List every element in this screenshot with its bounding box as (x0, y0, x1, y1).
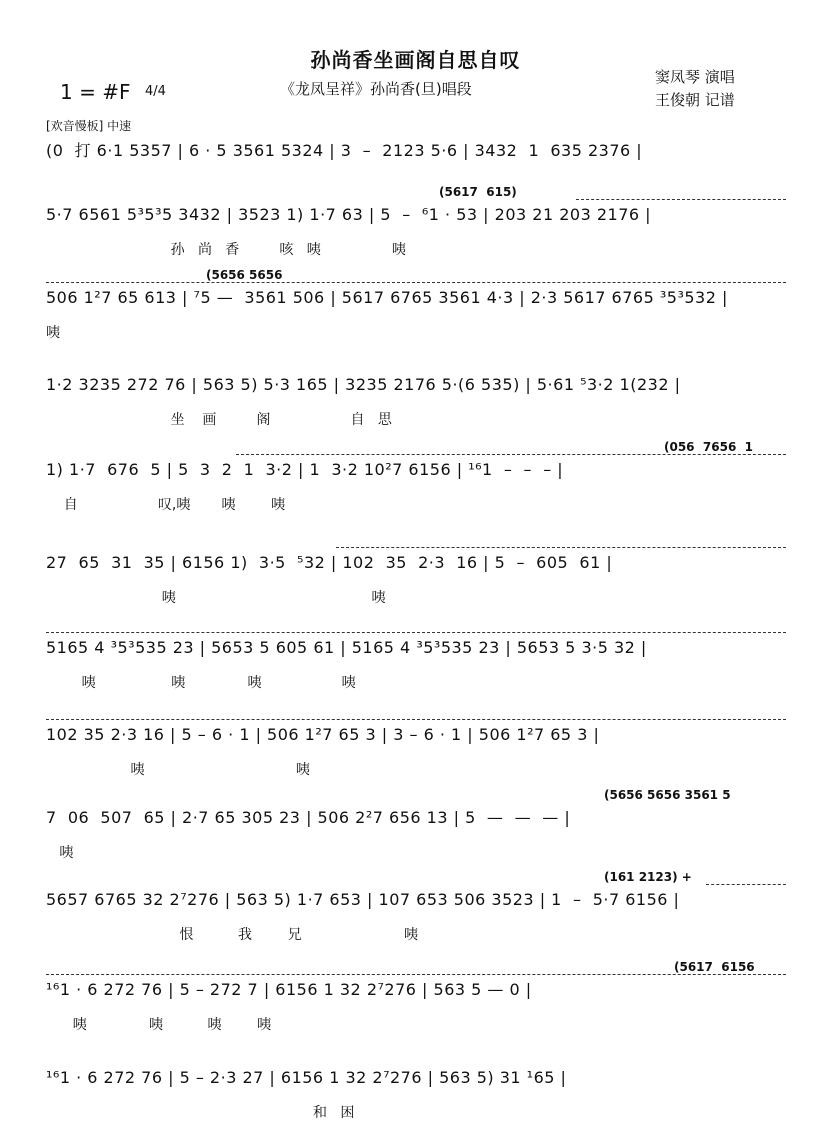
jianpu-notes: 5165 4 ³5³535 23 | 5653 5 605 61 | 5165 4 ³5³535 23 | 5653 5 3·5 32 | (46, 638, 647, 657)
instrumental-annotation: (056 7656 1 (664, 440, 753, 454)
score-line (46, 960, 786, 1040)
lyrics-line: 和 困 (46, 1105, 355, 1121)
score-line (46, 553, 786, 613)
lyrics-line: 坐 画 阁 自 思 (46, 412, 392, 428)
jianpu-notes: 27 65 31 35 | 6156 1) 3·5 ⁵32 | 102 35 2·3 16 | 5 – 605 61 | (46, 553, 613, 572)
time-signature: 4/4 (145, 84, 166, 99)
jianpu-notes: 102 35 2·3 16 | 5 – 6 · 1 | 506 1²7 65 3 | 3 – 6 · 1 | 506 1²7 65 3 | (46, 725, 600, 744)
key-signature: 1 = #F (60, 80, 131, 104)
divider (46, 632, 786, 633)
instrumental-annotation: (5656 5656 (206, 268, 283, 282)
jianpu-notes: 1) 1·7 676 5 | 5 3 2 1 3·2 | 1 3·2 10²7 6156 | ¹⁶1 – – – | (46, 460, 564, 479)
divider (46, 282, 786, 283)
score-line (46, 185, 786, 265)
jianpu-notes: 506 1²7 65 613 | ⁷5 — 3561 506 | 5617 6765 3561 4·3 | 2·3 5617 6765 ³5³532 | (46, 288, 728, 307)
jianpu-notes: 5657 6765 32 2⁷276 | 563 5) 1·7 653 | 107 653 506 3523 | 1 – 5·7 6156 | (46, 890, 680, 909)
jianpu-notes: 1·2 3235 272 76 | 563 5) 5·3 165 | 3235 2176 5·(6 535) | 5·61 ⁵3·2 1(232 | (46, 375, 681, 394)
score-line (46, 1068, 786, 1128)
transcriber-credit: 王俊朝 记谱 (655, 91, 735, 109)
lyrics-line: 咦 (46, 845, 74, 861)
score-line (46, 375, 786, 435)
jianpu-notes: 7 06 507 65 | 2·7 65 305 23 | 506 2²7 656 13 | 5 — — — | (46, 808, 571, 827)
subtitle: 《龙凤呈祥》孙尚香(旦)唱段 (280, 80, 472, 98)
instrumental-annotation: (161 2123) + (604, 870, 692, 884)
jianpu-notes: (0 打 6·1 5357 | 6 · 5 3561 5324 | 3 – 2123 5·6 | 3432 1 635 2376 | (46, 141, 643, 160)
divider (336, 547, 786, 548)
instrumental-annotation: (5656 5656 3561 5 (604, 788, 731, 802)
jianpu-notes: ¹⁶1 · 6 272 76 | 5 – 2·3 27 | 6156 1 32 2⁷276 | 563 5) 31 ¹65 | (46, 1068, 567, 1087)
tempo-marking: [欢音慢板] 中速 (46, 119, 132, 133)
divider (576, 199, 786, 200)
singer-credit: 窦凤琴 演唱 (655, 68, 735, 86)
score-line (46, 138, 786, 198)
lyrics-line: 孙 尚 香 咳 咦 咦 (46, 242, 406, 258)
divider (236, 454, 786, 455)
divider (46, 719, 786, 720)
lyrics-line: 咦 咦 (46, 590, 386, 606)
lyrics-line: 自 叹,咦 咦 咦 (46, 497, 286, 513)
score-line (46, 268, 786, 348)
lyrics-line: 咦 咦 咦 咦 (46, 1017, 272, 1033)
score-line (46, 870, 786, 950)
instrumental-annotation: (5617 615) (439, 185, 517, 199)
page-title: 孙尚香坐画阁自思自叹 (310, 48, 521, 72)
jianpu-notes: 5·7 6561 5³5³5 3432 | 3523 1) 1·7 63 | 5 – ⁶1 · 53 | 203 21 203 2176 | (46, 205, 652, 224)
lyrics-line: 咦 (46, 325, 60, 341)
lyrics-line: 咦 咦 咦 咦 (46, 675, 356, 691)
score-line (46, 788, 786, 868)
divider (46, 974, 786, 975)
lyrics-line: 恨 我 兄 咦 (46, 927, 418, 943)
instrumental-annotation: (5617 6156 (674, 960, 755, 974)
score-line (46, 725, 786, 785)
score-line (46, 440, 786, 520)
score-line (46, 638, 786, 698)
divider (706, 884, 786, 885)
lyrics-line: 咦 咦 (46, 762, 310, 778)
jianpu-notes: ¹⁶1 · 6 272 76 | 5 – 272 7 | 6156 1 32 2⁷276 | 563 5 — 0 | (46, 980, 532, 999)
